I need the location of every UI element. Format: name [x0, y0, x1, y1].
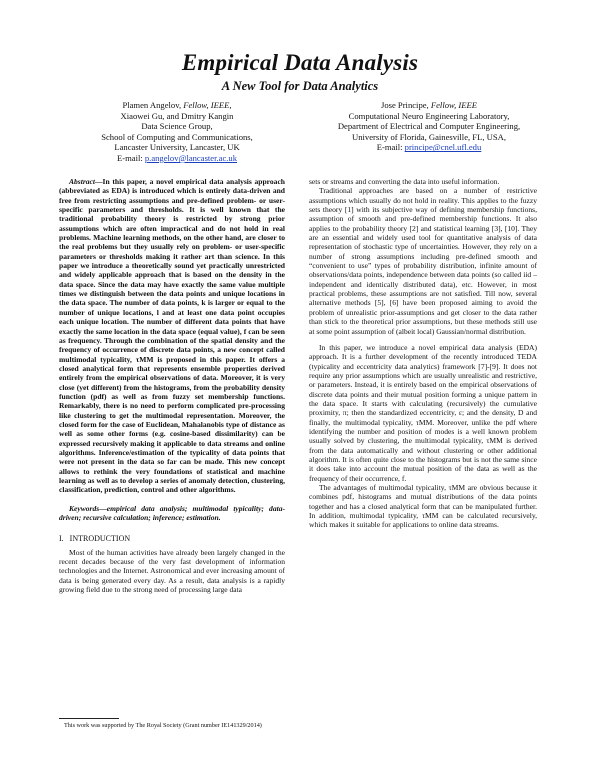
author-role: Fellow, IEEE, — [181, 100, 232, 110]
email-link[interactable]: principe@cnel.ufl.edu — [404, 142, 482, 153]
author-role: Fellow, IEEE — [428, 100, 478, 110]
author-group: Data Science Group, — [141, 121, 213, 132]
footnote-rule — [59, 718, 119, 719]
body-paragraph: Most of the human activities have already been largely changed in the recent decades because of the very fast development of information technologies and the Internet. Astronomical and ever increasing amount of data is being generated every day. As a result, data analysis is a rapidly growing field due to the strong need of processing large data — [59, 547, 285, 595]
email-label: E-mail: — [116, 152, 145, 163]
body-paragraph: sets or streams and converting the data into useful information. — [309, 177, 500, 186]
author-department: Department of Electrical and Computer Engineering, — [337, 121, 521, 132]
paper-title: Empirical Data Analysis — [181, 50, 419, 75]
author-name-line — [72, 100, 282, 111]
author-university: University of Florida, Gainesville, FL, USA, — [352, 131, 506, 142]
author-lab: Computational Neuro Engineering Laboratory, — [348, 110, 510, 121]
body-paragraph: In this paper, we introduce a novel empirical data analysis (EDA) approach. It is a further development of the recently introduced TEDA (typicality and eccentricity data analytics) framework [7]-[9]. It does not require any prior assumptions which are usually unrealistic and restrictive, or parameters. Instead, it is entirely based on the empirical observations of discrete data points and their mutual position forming a unique pattern in the data space. It starts with calculating (recursively) the cumulative proximity, π; then the standardized eccentricity, ε; and the density, D and finally, the multimodal typicality, τMM. Moreover, unlike the pdf where identifying the number and position of modes is a well known problem usually solved by clustering, the multimodal typicality, τMM is derived from the data automatically and without clustering or other additional algorithm. It is often quite close to the histograms but is not the same since it does take into account the mutual position of the data as well as the frequency of their occurrence, f. — [309, 342, 537, 483]
body-paragraph: Traditional approaches are based on a number of restrictive assumptions which usually do not hold in reality. This applies to the fuzzy sets theory [1] with its subjective way of defining membership functions, assumption of smooth and pre-defined membership functions. It also applies to the probability theory [2] and statistical learning [3], [10]. They are an essential and widely used tool for quantitative analysis of data representation of stochastic type of uncertainties. However, they rely on a number of strong assumptions including pre-defined smooth and “convenient to use” types of probability distribution, infinite amount of observations/data points, independence between data points (so called iid – independent and identically distributed data), etc. However, in most practical problems, these assumptions are not satisfied. Till now, several alternative methods [5], [6] have been proposed aiming to avoid the problem of unrealistic prior-assumptions and get closer to the data rather than stick to the theoretical prior assumptions, but these methods still use at some point assumption of (albeit local) Gaussian/normal distribution. — [309, 186, 537, 336]
abstract-text: —In this paper, a novel empirical data analysis approach (abbreviated as EDA) is introduced which is entirely data-driven and free from restricting assumptions and pre-defined problem- or user-specific parameters and thresholds. It is well known that the traditional probability theory is restricted by strong prior assumptions which are often impractical and do not hold in real problems. Machine learning methods, on the other hand, are closer to the real problems but they usually rely on problem- or user-specific parameters or thresholds making it rather art than science. In this paper we introduce a theoretically sound yet practically unrestricted and widely applicable approach that is based on the density in the data space. Since the data may have exactly the same value multiple times we distinguish between the data points and unique locations in the data space. The number of data points, k is larger or equal to the number of unique locations, l and at least one data point occupies each unique location. The number of different data points that have exactly the same location in the data space (equal value), f can be seen as frequency. Through the combination of the spatial density and the frequency of occurrence of discrete data points, a new concept called multimodal typicality, τMM is proposed in this paper. It offers a closed analytical form that represents ensemble properties derived entirely from the empirical observations of data. Moreover, it is very close (yet different) from the histograms, from the probability density function (pdf) as well as from fuzzy set membership functions. Remarkably, there is no need to perform complicated pre-processing like clustering to get the multimodal representation. Moreover, the closed form for the case of Euclidean, Mahalanobis type of distance as well as some other forms (e.g. cosine-based dissimilarity) can be expressed recursively making it applicable to data streams and online algorithms. Inference/estimation of the typicality of data points that were not present in the data so far can be made. This new concept allows to rethink the very foundations of statistical and machine learning as well as to develop a series of anomaly detection, clustering, classification, prediction, control and other algorithms. — [59, 177, 285, 495]
section-title-rest: NTRODUCTION — [72, 534, 131, 544]
author-block-left — [72, 100, 282, 164]
email-label: E-mail: — [376, 142, 405, 153]
section-heading — [59, 534, 285, 543]
author-block-right — [314, 100, 544, 153]
paragraph-gap — [309, 336, 537, 343]
author-name-line — [314, 100, 544, 111]
abstract-label: Abstract — [69, 177, 95, 186]
author-university: Lancaster University, Lancaster, UK — [114, 142, 240, 153]
author-name: Plamen Angelov, — [122, 100, 182, 110]
keywords: Keywords—empirical data analysis; multimodal typicality; data-driven; recursive calculation; inference; estimation. — [59, 503, 285, 523]
paper-subtitle: A New Tool for Data Analytics — [221, 79, 379, 93]
section-title-initial: I — [69, 534, 73, 544]
section-number: I. — [59, 534, 64, 544]
author-email-line — [314, 142, 544, 153]
footnote: This work was supported by The Royal Society (Grant number IE141329/2014) — [64, 722, 262, 729]
author-coauthors: Xiaowei Gu, and Dmitry Kangin — [120, 110, 234, 121]
abstract — [59, 177, 285, 495]
email-link[interactable]: p.angelov@lancaster.ac.uk — [144, 152, 238, 163]
body-paragraph: The advantages of multimodal typicality, τMM are obvious because it combines pdf, histograms and mutual distributions of the data points together and has a closed analytical form that can be manipulated further. In addition, multimodal typicality, τMM can be calculated recursively, which makes it suitable for applications to online data streams. — [309, 483, 537, 530]
left-column — [59, 177, 285, 594]
right-column — [309, 177, 537, 530]
author-school: School of Computing and Communications, — [101, 131, 253, 142]
author-name: Jose Principe, — [380, 100, 429, 110]
author-email-line — [72, 153, 282, 164]
